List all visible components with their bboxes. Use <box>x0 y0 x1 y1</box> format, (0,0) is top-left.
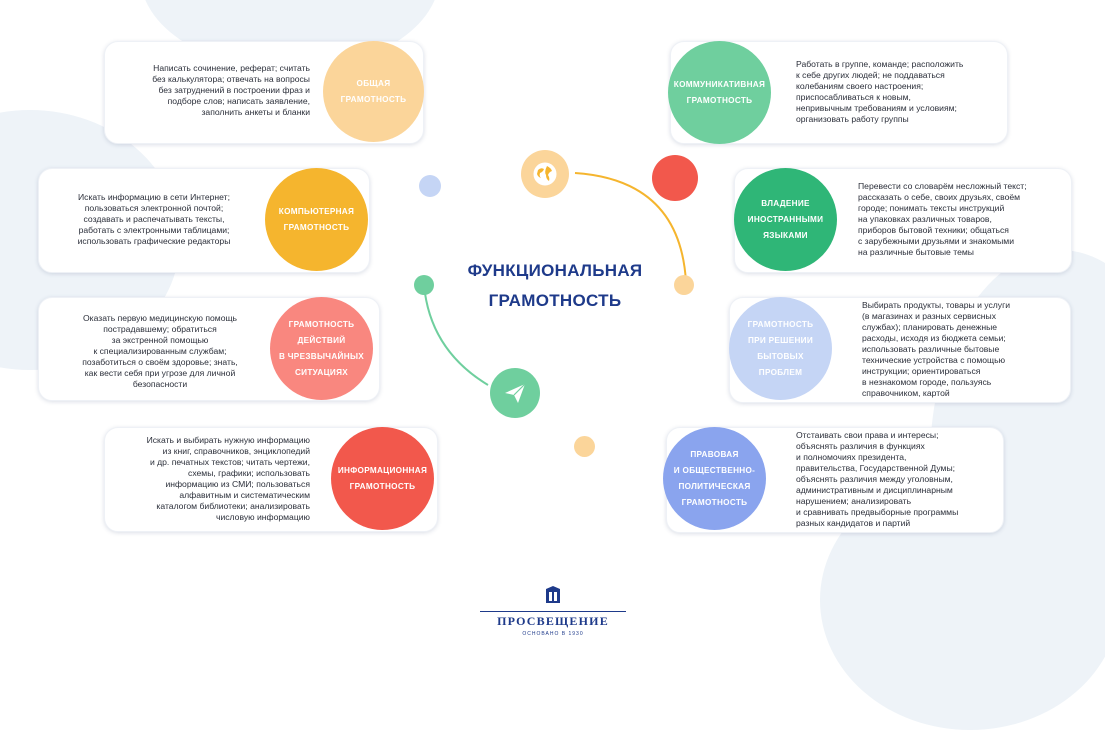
circle-emergency-literacy: ГРАМОТНОСТЬ ДЕЙСТВИЙ В ЧРЕЗВЫЧАЙНЫХ СИТУАЦИЯХ <box>270 297 373 400</box>
dot-blue <box>419 175 441 197</box>
circle-everyday-problems: ГРАМОТНОСТЬ ПРИ РЕШЕНИИ БЫТОВЫХ ПРОБЛЕМ <box>729 297 832 400</box>
circle-general-literacy: ОБЩАЯ ГРАМОТНОСТЬ <box>323 41 424 142</box>
globe-icon <box>521 150 569 198</box>
prosveshchenie-logo <box>480 586 626 637</box>
logo-subtitle: ОСНОВАНО В 1930 <box>522 631 584 637</box>
dot-red <box>652 155 698 201</box>
everyday-problems-text: Выбирать продукты, товары и услуги (в магазинах и разных сервисных службах); планировать денежные расходы, исходя из бюджета семьи; использовать различные бытовые технические устройства с помощью инструкции; ориентироваться в незнакомом городе, пользуясь справочником, картой <box>862 300 1011 398</box>
dot-yellow-bottom <box>574 436 595 457</box>
legal-literacy-text: Отстаивать свои права и интересы; объяснять различия в функциях и полномочиях президента, правительства, Государственной Думы; объяснять различия между уголовным, административным и дисциплинарным нарушением; анализировать и сравнивать предвыборные программы разных кандидатов и партий <box>796 430 959 528</box>
logo-emblem-icon <box>545 586 561 604</box>
circle-legal-literacy: ПРАВОВАЯ И ОБЩЕСТВЕННО- ПОЛИТИЧЕСКАЯ ГРАМОТНОСТЬ <box>663 427 766 530</box>
circle-information-literacy: ИНФОРМАЦИОННАЯ ГРАМОТНОСТЬ <box>331 427 434 530</box>
circle-foreign-languages: ВЛАДЕНИЕ ИНОСТРАННЫМИ ЯЗЫКАМИ <box>734 168 837 271</box>
emergency-literacy-text: Оказать первую медицинскую помощь пострадавшему; обратиться за экстренной помощью к специализированным службам; позаботиться о своём здоровье; знать, как вести себя при угрозе для личной безопасности <box>82 313 238 389</box>
circle-computer-literacy: КОМПЬЮТЕРНАЯ ГРАМОТНОСТЬ <box>265 168 368 271</box>
paper-plane-icon <box>490 368 540 418</box>
information-literacy-text: Искать и выбирать нужную информацию из книг, справочников, энциклопедий и др. печатных текстов; читать чертежи, схемы, графики; использовать информацию из СМИ; пользоваться алфавитным и систематическим каталогом библиотеки; анализировать числовую информацию <box>146 435 310 522</box>
computer-literacy-text: Искать информацию в сети Интернет; пользоваться электронной почтой; создавать и распечатывать тексты, работать с электронными таблицами; использовать графические редакторы <box>77 192 231 246</box>
communicative-literacy-text: Работать в группе, команде; расположить к себе других людей; не поддаваться колебаниям своего настроения; приспосабливаться к новым, непривычным требованиям и условиям; организовать работу группы <box>796 59 964 124</box>
general-literacy-text: Написать сочинение, реферат; считать без калькулятора; отвечать на вопросы без затруднений в построении фраз и подборе слов; написать заявление, заполнить анкеты и бланки <box>152 63 310 117</box>
logo-name: ПРОСВЕЩЕНИЕ <box>480 611 626 629</box>
page-title: ФУНКЦИОНАЛЬНАЯ ГРАМОТНОСТЬ <box>467 261 643 310</box>
foreign-languages-text: Перевести со словарём несложный текст; рассказать о себе, своих друзьях, своём городе; понимать тексты инструкций на упаковках различных товаров, приборов бытовой техники; общаться с зарубежными друзьями и знакомыми на различные бытовые темы <box>858 181 1027 257</box>
circle-communicative-literacy: КОММУНИКАТИВНАЯ ГРАМОТНОСТЬ <box>668 41 771 144</box>
